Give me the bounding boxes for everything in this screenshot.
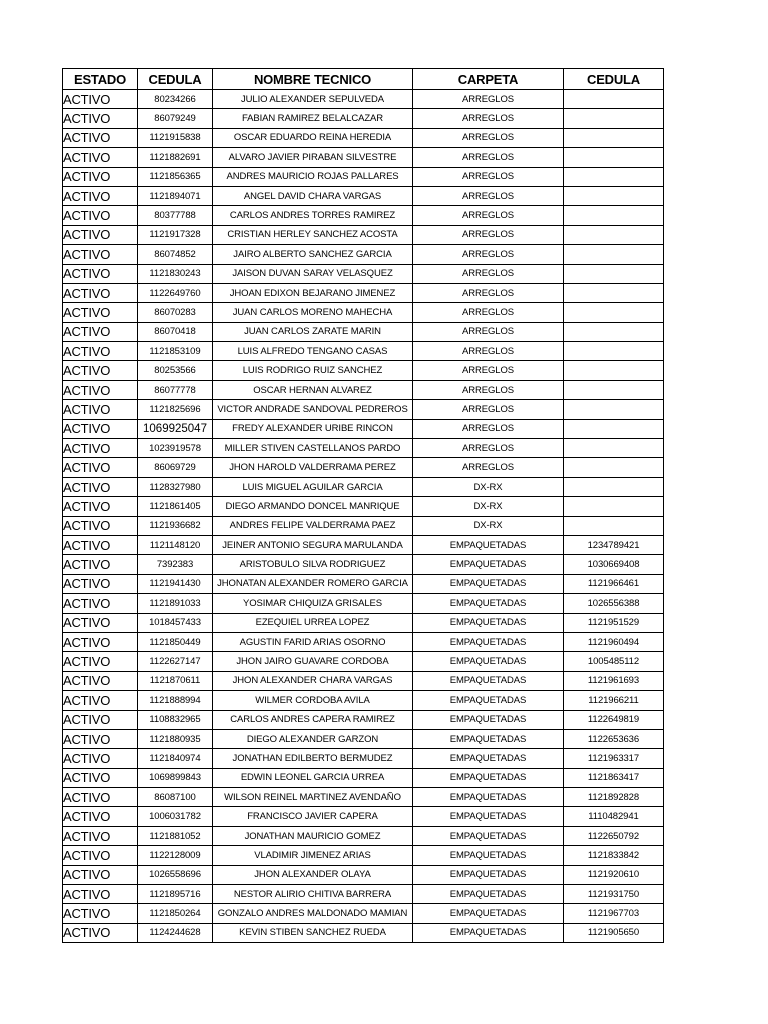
carpeta-cell: ARREGLOS <box>413 90 564 109</box>
estado-cell: ACTIVO <box>63 885 138 904</box>
cedula-cell: 86070283 <box>138 303 213 322</box>
carpeta-cell: EMPAQUETADAS <box>413 788 564 807</box>
header-estado: ESTADO <box>63 69 138 90</box>
cedula-2-cell <box>564 303 664 322</box>
nombre-tecnico-cell: JULIO ALEXANDER SEPULVEDA <box>213 90 413 109</box>
estado-cell: ACTIVO <box>63 380 138 399</box>
carpeta-cell: EMPAQUETADAS <box>413 555 564 574</box>
cedula-cell: 1121840974 <box>138 749 213 768</box>
table-row <box>63 90 664 109</box>
estado-cell: ACTIVO <box>63 710 138 729</box>
carpeta-cell: ARREGLOS <box>413 303 564 322</box>
estado-cell: ACTIVO <box>63 186 138 205</box>
estado-cell: ACTIVO <box>63 439 138 458</box>
cedula-cell: 1121148120 <box>138 535 213 554</box>
nombre-tecnico-cell: MILLER STIVEN CASTELLANOS PARDO <box>213 439 413 458</box>
nombre-tecnico-cell: JHON ALEXANDER CHARA VARGAS <box>213 671 413 690</box>
estado-cell: ACTIVO <box>63 419 138 438</box>
carpeta-cell: EMPAQUETADAS <box>413 691 564 710</box>
estado-cell: ACTIVO <box>63 574 138 593</box>
header-row <box>63 69 664 90</box>
carpeta-cell: EMPAQUETADAS <box>413 594 564 613</box>
nombre-tecnico-cell: ANDRES FELIPE VALDERRAMA PAEZ <box>213 516 413 535</box>
nombre-tecnico-cell: JEINER ANTONIO SEGURA MARULANDA <box>213 535 413 554</box>
cedula-cell: 1108832965 <box>138 710 213 729</box>
cedula-cell: 80377788 <box>138 206 213 225</box>
estado-cell: ACTIVO <box>63 788 138 807</box>
table-row <box>63 574 664 593</box>
nombre-tecnico-cell: JONATHAN EDILBERTO BERMUDEZ <box>213 749 413 768</box>
nombre-tecnico-cell: JHONATAN ALEXANDER ROMERO GARCIA <box>213 574 413 593</box>
cedula-2-cell <box>564 477 664 496</box>
table-row <box>63 186 664 205</box>
carpeta-cell: ARREGLOS <box>413 419 564 438</box>
cedula-cell: 7392383 <box>138 555 213 574</box>
estado-cell: ACTIVO <box>63 749 138 768</box>
cedula-2-cell <box>564 458 664 477</box>
estado-cell: ACTIVO <box>63 322 138 341</box>
estado-cell: ACTIVO <box>63 245 138 264</box>
cedula-cell: 1026558696 <box>138 865 213 884</box>
carpeta-cell: DX-RX <box>413 516 564 535</box>
estado-cell: ACTIVO <box>63 652 138 671</box>
table-row <box>63 109 664 128</box>
cedula-2-cell <box>564 148 664 167</box>
estado-cell: ACTIVO <box>63 225 138 244</box>
table-row <box>63 904 664 923</box>
table-row <box>63 691 664 710</box>
table-row <box>63 342 664 361</box>
table-row <box>63 264 664 283</box>
nombre-tecnico-cell: LUIS RODRIGO RUIZ SANCHEZ <box>213 361 413 380</box>
carpeta-cell: ARREGLOS <box>413 128 564 147</box>
table-row <box>63 710 664 729</box>
carpeta-cell: ARREGLOS <box>413 400 564 419</box>
estado-cell: ACTIVO <box>63 497 138 516</box>
table-row <box>63 128 664 147</box>
carpeta-cell: EMPAQUETADAS <box>413 652 564 671</box>
nombre-tecnico-cell: ALVARO JAVIER PIRABAN SILVESTRE <box>213 148 413 167</box>
cedula-2-cell <box>564 245 664 264</box>
cedula-2-cell: 1121967703 <box>564 904 664 923</box>
estado-cell: ACTIVO <box>63 90 138 109</box>
cedula-cell: 1122128009 <box>138 846 213 865</box>
carpeta-cell: ARREGLOS <box>413 283 564 302</box>
carpeta-cell: EMPAQUETADAS <box>413 710 564 729</box>
nombre-tecnico-cell: EDWIN LEONEL GARCIA URREA <box>213 768 413 787</box>
table-row <box>63 613 664 632</box>
cedula-cell: 1124244628 <box>138 923 213 942</box>
cedula-cell: 1121915838 <box>138 128 213 147</box>
cedula-cell: 1121861405 <box>138 497 213 516</box>
table-row <box>63 652 664 671</box>
carpeta-cell: EMPAQUETADAS <box>413 671 564 690</box>
table-row <box>63 225 664 244</box>
carpeta-cell: ARREGLOS <box>413 458 564 477</box>
cedula-2-cell <box>564 206 664 225</box>
nombre-tecnico-cell: NESTOR ALIRIO CHITIVA BARRERA <box>213 885 413 904</box>
cedula-cell: 1121825696 <box>138 400 213 419</box>
cedula-2-cell: 1121905650 <box>564 923 664 942</box>
carpeta-cell: ARREGLOS <box>413 380 564 399</box>
carpeta-cell: EMPAQUETADAS <box>413 826 564 845</box>
cedula-2-cell: 1121931750 <box>564 885 664 904</box>
cedula-2-cell <box>564 264 664 283</box>
estado-cell: ACTIVO <box>63 632 138 651</box>
nombre-tecnico-cell: JAISON DUVAN SARAY VELASQUEZ <box>213 264 413 283</box>
table-row <box>63 865 664 884</box>
carpeta-cell: EMPAQUETADAS <box>413 865 564 884</box>
table-row <box>63 768 664 787</box>
estado-cell: ACTIVO <box>63 535 138 554</box>
carpeta-cell: ARREGLOS <box>413 206 564 225</box>
cedula-cell: 86069729 <box>138 458 213 477</box>
cedula-cell: 1128327980 <box>138 477 213 496</box>
table-row <box>63 245 664 264</box>
carpeta-cell: EMPAQUETADAS <box>413 729 564 748</box>
cedula-2-cell: 1121863417 <box>564 768 664 787</box>
estado-cell: ACTIVO <box>63 109 138 128</box>
cedula-cell: 1121880935 <box>138 729 213 748</box>
table-row <box>63 555 664 574</box>
cedula-2-cell <box>564 516 664 535</box>
nombre-tecnico-cell: FABIAN RAMIREZ BELALCAZAR <box>213 109 413 128</box>
cedula-cell: 1069899843 <box>138 768 213 787</box>
cedula-2-cell <box>564 90 664 109</box>
cedula-cell: 86077778 <box>138 380 213 399</box>
cedula-cell: 1069925047 <box>138 419 213 438</box>
carpeta-cell: EMPAQUETADAS <box>413 535 564 554</box>
cedula-cell: 80253566 <box>138 361 213 380</box>
cedula-cell: 1121856365 <box>138 167 213 186</box>
table-row <box>63 923 664 942</box>
carpeta-cell: EMPAQUETADAS <box>413 846 564 865</box>
cedula-2-cell: 1121833842 <box>564 846 664 865</box>
table-row <box>63 322 664 341</box>
estado-cell: ACTIVO <box>63 555 138 574</box>
estado-cell: ACTIVO <box>63 729 138 748</box>
carpeta-cell: EMPAQUETADAS <box>413 574 564 593</box>
nombre-tecnico-cell: WILSON REINEL MARTINEZ AVENDAÑO <box>213 788 413 807</box>
estado-cell: ACTIVO <box>63 923 138 942</box>
nombre-tecnico-cell: DIEGO ALEXANDER GARZON <box>213 729 413 748</box>
table-row <box>63 632 664 651</box>
estado-cell: ACTIVO <box>63 691 138 710</box>
nombre-tecnico-cell: JUAN CARLOS MORENO MAHECHA <box>213 303 413 322</box>
nombre-tecnico-cell: FREDY ALEXANDER URIBE RINCON <box>213 419 413 438</box>
cedula-cell: 86087100 <box>138 788 213 807</box>
table-row <box>63 439 664 458</box>
cedula-cell: 1121853109 <box>138 342 213 361</box>
table-row <box>63 167 664 186</box>
nombre-tecnico-cell: WILMER CORDOBA AVILA <box>213 691 413 710</box>
nombre-tecnico-cell: CARLOS ANDRES CAPERA RAMIREZ <box>213 710 413 729</box>
carpeta-cell: ARREGLOS <box>413 264 564 283</box>
carpeta-cell: ARREGLOS <box>413 109 564 128</box>
nombre-tecnico-cell: ANGEL DAVID CHARA VARGAS <box>213 186 413 205</box>
table-row <box>63 497 664 516</box>
cedula-2-cell <box>564 186 664 205</box>
cedula-2-cell <box>564 109 664 128</box>
table-row <box>63 419 664 438</box>
nombre-tecnico-cell: LUIS ALFREDO TENGANO CASAS <box>213 342 413 361</box>
nombre-tecnico-cell: JHON ALEXANDER OLAYA <box>213 865 413 884</box>
cedula-cell: 1006031782 <box>138 807 213 826</box>
nombre-tecnico-cell: JONATHAN MAURICIO GOMEZ <box>213 826 413 845</box>
cedula-2-cell: 1122649819 <box>564 710 664 729</box>
carpeta-cell: ARREGLOS <box>413 245 564 264</box>
table-row <box>63 788 664 807</box>
cedula-cell: 1121936682 <box>138 516 213 535</box>
carpeta-cell: ARREGLOS <box>413 342 564 361</box>
cedula-2-cell: 1122650792 <box>564 826 664 845</box>
carpeta-cell: ARREGLOS <box>413 186 564 205</box>
cedula-cell: 1121830243 <box>138 264 213 283</box>
nombre-tecnico-cell: ARISTOBULO SILVA RODRIGUEZ <box>213 555 413 574</box>
nombre-tecnico-cell: CRISTIAN HERLEY SANCHEZ ACOSTA <box>213 225 413 244</box>
table-row <box>63 283 664 302</box>
table-row <box>63 303 664 322</box>
cedula-2-cell: 1121960494 <box>564 632 664 651</box>
cedula-2-cell: 1030669408 <box>564 555 664 574</box>
estado-cell: ACTIVO <box>63 826 138 845</box>
cedula-2-cell <box>564 361 664 380</box>
nombre-tecnico-cell: VLADIMIR JIMENEZ ARIAS <box>213 846 413 865</box>
estado-cell: ACTIVO <box>63 206 138 225</box>
cedula-cell: 1121882691 <box>138 148 213 167</box>
estado-cell: ACTIVO <box>63 303 138 322</box>
table-row <box>63 535 664 554</box>
nombre-tecnico-cell: JHOAN EDIXON BEJARANO JIMENEZ <box>213 283 413 302</box>
estado-cell: ACTIVO <box>63 768 138 787</box>
carpeta-cell: EMPAQUETADAS <box>413 749 564 768</box>
estado-cell: ACTIVO <box>63 516 138 535</box>
cedula-cell: 86070418 <box>138 322 213 341</box>
cedula-cell: 1023919578 <box>138 439 213 458</box>
estado-cell: ACTIVO <box>63 613 138 632</box>
cedula-2-cell: 1234789421 <box>564 535 664 554</box>
estado-cell: ACTIVO <box>63 264 138 283</box>
cedula-cell: 86079249 <box>138 109 213 128</box>
cedula-cell: 1121895716 <box>138 885 213 904</box>
carpeta-cell: DX-RX <box>413 497 564 516</box>
nombre-tecnico-cell: AGUSTIN FARID ARIAS OSORNO <box>213 632 413 651</box>
nombre-tecnico-cell: EZEQUIEL URREA LOPEZ <box>213 613 413 632</box>
cedula-cell: 1018457433 <box>138 613 213 632</box>
cedula-cell: 1121917328 <box>138 225 213 244</box>
table-row <box>63 671 664 690</box>
cedula-2-cell <box>564 439 664 458</box>
nombre-tecnico-cell: YOSIMAR CHIQUIZA GRISALES <box>213 594 413 613</box>
cedula-cell: 1121891033 <box>138 594 213 613</box>
carpeta-cell: ARREGLOS <box>413 361 564 380</box>
table-row <box>63 594 664 613</box>
estado-cell: ACTIVO <box>63 400 138 419</box>
cedula-2-cell <box>564 322 664 341</box>
cedula-2-cell: 1122653636 <box>564 729 664 748</box>
table-row <box>63 458 664 477</box>
carpeta-cell: EMPAQUETADAS <box>413 613 564 632</box>
cedula-cell: 1122627147 <box>138 652 213 671</box>
nombre-tecnico-cell: JUAN CARLOS ZARATE MARIN <box>213 322 413 341</box>
cedula-cell: 80234266 <box>138 90 213 109</box>
cedula-cell: 1121888994 <box>138 691 213 710</box>
nombre-tecnico-cell: JHON JAIRO GUAVARE CORDOBA <box>213 652 413 671</box>
table-row <box>63 148 664 167</box>
estado-cell: ACTIVO <box>63 283 138 302</box>
table-row <box>63 206 664 225</box>
carpeta-cell: EMPAQUETADAS <box>413 904 564 923</box>
cedula-2-cell <box>564 283 664 302</box>
table-row <box>63 516 664 535</box>
nombre-tecnico-cell: OSCAR HERNAN ALVAREZ <box>213 380 413 399</box>
header-carpeta: CARPETA <box>413 69 564 90</box>
cedula-2-cell: 1121966211 <box>564 691 664 710</box>
estado-cell: ACTIVO <box>63 594 138 613</box>
cedula-2-cell <box>564 167 664 186</box>
estado-cell: ACTIVO <box>63 807 138 826</box>
cedula-2-cell <box>564 342 664 361</box>
carpeta-cell: EMPAQUETADAS <box>413 923 564 942</box>
table-row <box>63 380 664 399</box>
nombre-tecnico-cell: FRANCISCO JAVIER CAPERA <box>213 807 413 826</box>
nombre-tecnico-cell: KEVIN STIBEN SANCHEZ RUEDA <box>213 923 413 942</box>
cedula-cell: 1121941430 <box>138 574 213 593</box>
estado-cell: ACTIVO <box>63 361 138 380</box>
cedula-2-cell: 1026556388 <box>564 594 664 613</box>
cedula-2-cell: 1121920610 <box>564 865 664 884</box>
nombre-tecnico-cell: JHON HAROLD VALDERRAMA PEREZ <box>213 458 413 477</box>
carpeta-cell: EMPAQUETADAS <box>413 632 564 651</box>
table-row <box>63 400 664 419</box>
technician-table <box>62 68 664 943</box>
estado-cell: ACTIVO <box>63 148 138 167</box>
estado-cell: ACTIVO <box>63 904 138 923</box>
cedula-2-cell <box>564 400 664 419</box>
carpeta-cell: ARREGLOS <box>413 439 564 458</box>
cedula-cell: 1121850449 <box>138 632 213 651</box>
cedula-2-cell: 1121966461 <box>564 574 664 593</box>
table-row <box>63 846 664 865</box>
cedula-2-cell <box>564 225 664 244</box>
carpeta-cell: EMPAQUETADAS <box>413 768 564 787</box>
cedula-2-cell: 1110482941 <box>564 807 664 826</box>
carpeta-cell: ARREGLOS <box>413 225 564 244</box>
table-row <box>63 361 664 380</box>
header-cedula-2: CEDULA <box>564 69 664 90</box>
carpeta-cell: EMPAQUETADAS <box>413 807 564 826</box>
nombre-tecnico-cell: DIEGO ARMANDO DONCEL MANRIQUE <box>213 497 413 516</box>
cedula-cell: 1121850264 <box>138 904 213 923</box>
cedula-2-cell <box>564 419 664 438</box>
cedula-2-cell: 1121892828 <box>564 788 664 807</box>
table-row <box>63 729 664 748</box>
cedula-cell: 1121894071 <box>138 186 213 205</box>
table-row <box>63 826 664 845</box>
estado-cell: ACTIVO <box>63 342 138 361</box>
estado-cell: ACTIVO <box>63 865 138 884</box>
table-row <box>63 885 664 904</box>
cedula-cell: 86074852 <box>138 245 213 264</box>
nombre-tecnico-cell: GONZALO ANDRES MALDONADO MAMIAN <box>213 904 413 923</box>
cedula-cell: 1121881052 <box>138 826 213 845</box>
nombre-tecnico-cell: VICTOR ANDRADE SANDOVAL PEDREROS <box>213 400 413 419</box>
estado-cell: ACTIVO <box>63 671 138 690</box>
carpeta-cell: EMPAQUETADAS <box>413 885 564 904</box>
cedula-2-cell: 1121951529 <box>564 613 664 632</box>
carpeta-cell: ARREGLOS <box>413 167 564 186</box>
nombre-tecnico-cell: JAIRO ALBERTO SANCHEZ GARCIA <box>213 245 413 264</box>
nombre-tecnico-cell: CARLOS ANDRES TORRES RAMIREZ <box>213 206 413 225</box>
estado-cell: ACTIVO <box>63 128 138 147</box>
estado-cell: ACTIVO <box>63 846 138 865</box>
nombre-tecnico-cell: LUIS MIGUEL AGUILAR GARCIA <box>213 477 413 496</box>
cedula-2-cell: 1005485112 <box>564 652 664 671</box>
carpeta-cell: ARREGLOS <box>413 322 564 341</box>
table-row <box>63 477 664 496</box>
header-nombre-tecnico: NOMBRE TECNICO <box>213 69 413 90</box>
cedula-2-cell: 1121963317 <box>564 749 664 768</box>
cedula-2-cell <box>564 128 664 147</box>
estado-cell: ACTIVO <box>63 167 138 186</box>
table-row <box>63 807 664 826</box>
table-row <box>63 749 664 768</box>
cedula-cell: 1121870611 <box>138 671 213 690</box>
nombre-tecnico-cell: OSCAR EDUARDO REINA HEREDIA <box>213 128 413 147</box>
table-body <box>63 90 664 943</box>
cedula-2-cell: 1121961693 <box>564 671 664 690</box>
cedula-2-cell <box>564 380 664 399</box>
header-cedula: CEDULA <box>138 69 213 90</box>
cedula-2-cell <box>564 497 664 516</box>
cedula-cell: 1122649760 <box>138 283 213 302</box>
nombre-tecnico-cell: ANDRES MAURICIO ROJAS PALLARES <box>213 167 413 186</box>
estado-cell: ACTIVO <box>63 477 138 496</box>
carpeta-cell: ARREGLOS <box>413 148 564 167</box>
carpeta-cell: DX-RX <box>413 477 564 496</box>
estado-cell: ACTIVO <box>63 458 138 477</box>
